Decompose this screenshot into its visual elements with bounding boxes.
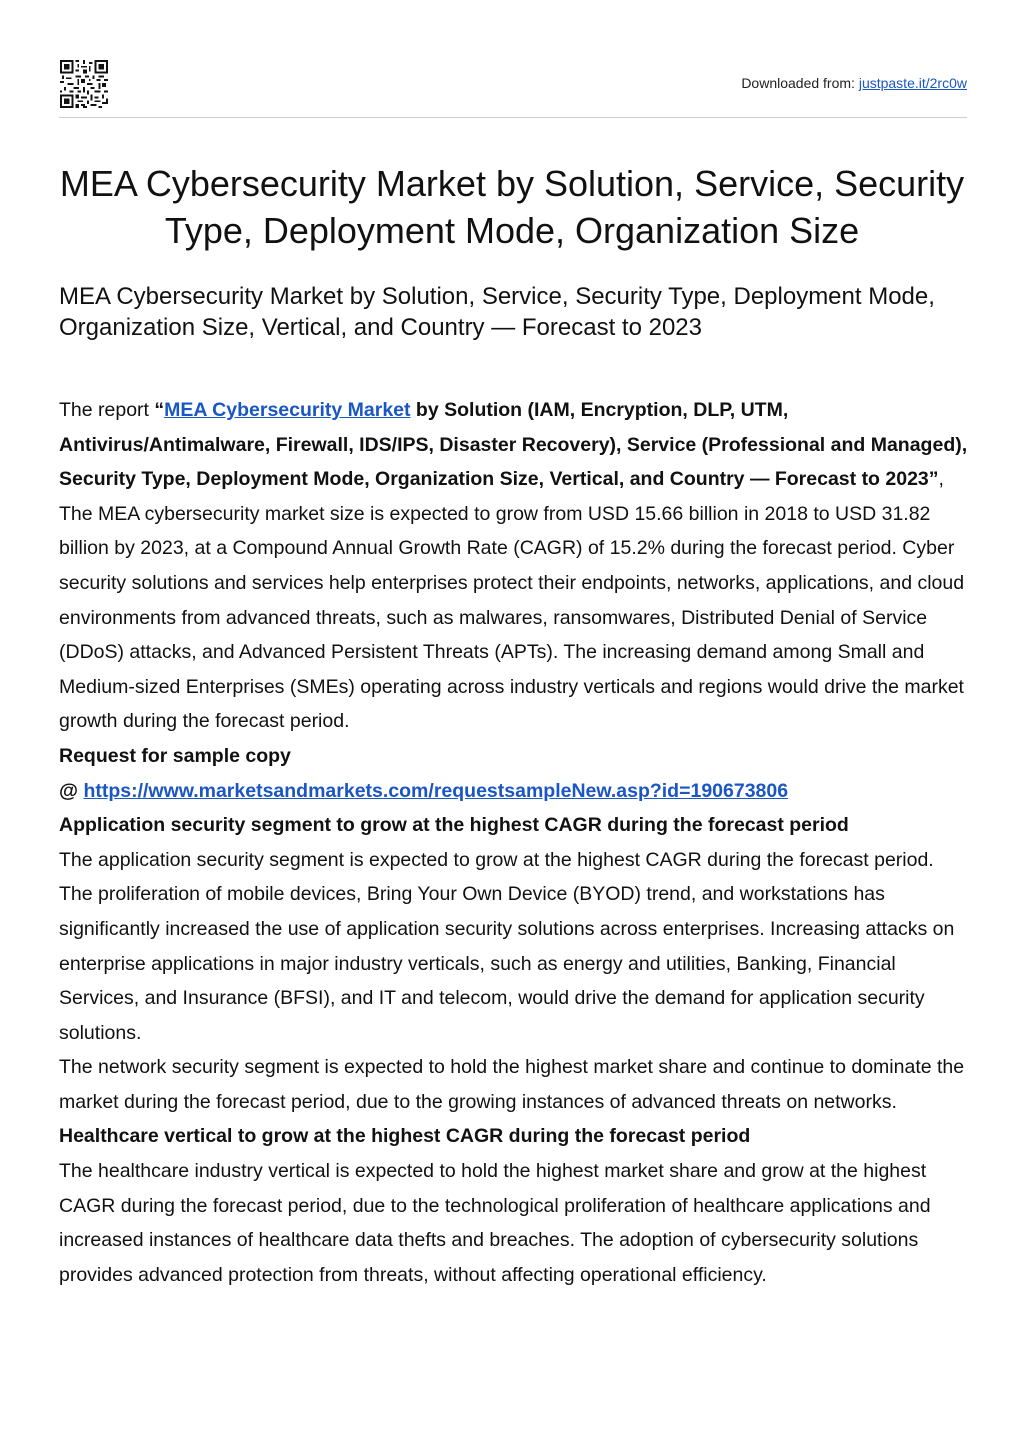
download-source-label: Downloaded from:	[741, 75, 859, 91]
intro-body: , The MEA cybersecurity market size is expected to grow from USD 15.66 billion in 2018 to USD 31.82 billion by 2023, at a Compound Annual Growth Rate (CAGR) of 15.2% during the forecast period. Cyber security solutions and services help enterprises protect their endpoints, networks, applications, and cloud environments from advanced threats, such as malwares, ransomwares, Distributed Denial of Service (DDoS) attacks, and Advanced Persistent Threats (APTs). The increasing demand among Small and Medium-sized Enterprises (SMEs) operating across industry verticals and regions would drive the market growth during the forecast period.	[59, 468, 965, 733]
sample-line	[59, 774, 971, 809]
intro-prefix: The report	[59, 399, 155, 421]
section-heading-healthcare: Healthcare vertical to grow at the highest CAGR during the forecast period	[59, 1125, 751, 1148]
sample-at: @	[59, 779, 84, 802]
section-paragraph: The network security segment is expected to hold the highest market share and continue to dominate the market during the forecast period, due to the growing instances of advanced threats on networks.	[59, 1056, 965, 1113]
section-paragraph: The application security segment is expected to grow at the highest CAGR during the forecast period. The proliferation of mobile devices, Bring Your Own Device (BYOD) trend, and workstations has significantly increased the use of application security solutions across enterprises. Increasing attacks on enterprise applications in major industry verticals, such as energy and utilities, Banking, Financial Services, and Insurance (BFSI), and IT and telecom, would drive the demand for application security solutions.	[59, 848, 955, 1044]
sample-request-link[interactable]: https://www.marketsandmarkets.com/requestsampleNew.asp?id=190673806	[83, 779, 789, 802]
page-title: MEA Cybersecurity Market by Solution, Service, Security Type, Deployment Mode, Organization Size	[59, 163, 965, 251]
intro-quote-open: “	[154, 399, 165, 421]
page-subtitle: MEA Cybersecurity Market by Solution, Service, Security Type, Deployment Mode, Organization Size, Vertical, and Country — Forecast to 2023	[59, 283, 935, 341]
intro-paragraph	[59, 393, 971, 739]
qr-code	[60, 60, 108, 108]
download-source-link[interactable]: justpaste.it/2rc0w	[858, 75, 967, 91]
section-heading-application-security: Application security segment to grow at the highest CAGR during the forecast period	[59, 814, 849, 837]
article-body	[59, 393, 971, 1292]
download-source	[741, 75, 967, 91]
report-title-link[interactable]: MEA Cybersecurity Market	[164, 399, 411, 421]
sample-heading: Request for sample copy	[59, 744, 291, 767]
report-title-rest: by Solution (IAM, Encryption, DLP, UTM, Antivirus/Antimalware, Firewall, IDS/IPS, Disaster Recovery), Service (Professional and Managed), Security Type, Deployment Mode, Organization Size, Vertical, and Country — Forecast to 2023”	[59, 399, 968, 491]
section-paragraph: The healthcare industry vertical is expected to hold the highest market share and grow at the highest CAGR during the forecast period, due to the technological proliferation of healthcare applications and increased instances of healthcare data thefts and breaches. The adoption of cybersecurity solutions provides advanced protection from threats, without affecting operational efficiency.	[59, 1160, 931, 1286]
header-divider	[59, 117, 967, 118]
